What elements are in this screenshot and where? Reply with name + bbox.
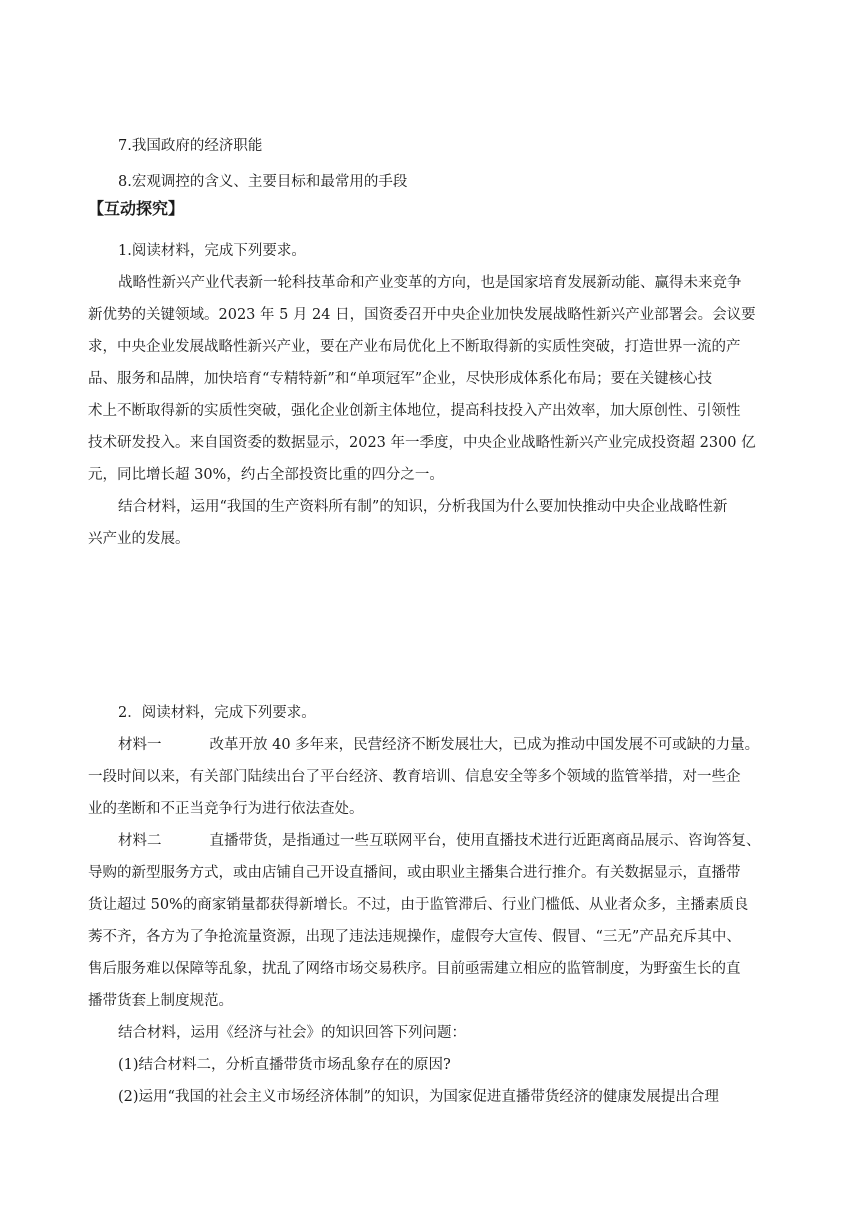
material-line: 导购的新型服务方式，或由店铺自己开设直播间，或由职业主播集合进行推介。有关数据显示，直播带 <box>88 865 741 881</box>
material-line: 元，同比增长超 30%，约占全部投资比重的四分之一。 <box>88 467 444 483</box>
material-line <box>118 832 778 850</box>
material-text: 直播带货，是指通过一些互联网平台，使用直播技术进行近距离商品展示、咨询答复、 <box>209 833 761 849</box>
material-label: 材料二 <box>118 833 162 849</box>
prompt-line: 兴产业的发展。 <box>88 531 190 547</box>
list-item-7: 7.我国政府的经济职能 <box>118 138 263 154</box>
material-line <box>118 736 778 754</box>
material-line: 货让超过 50%的商家销量都获得新增长。不过，由于监管滞后、行业门槛低、从业者众多，主播素质良 <box>88 897 749 913</box>
material-line: 业的垄断和不正当竞争行为进行依法查处。 <box>88 801 364 817</box>
material-line: 播带货套上制度规范。 <box>88 993 233 1009</box>
material-line: 莠不齐，各方为了争抢流量资源，出现了违法违规操作，虚假夸大宣传、假冒、“三无”产品充斥其中、 <box>88 929 741 945</box>
material-line: 一段时间以来，有关部门陆续出台了平台经济、教育培训、信息安全等多个领域的监管举措，对一些企 <box>88 769 741 785</box>
material-line: 品、服务和品牌，加快培育“专精特新”和“单项冠军”企业，尽快形成体系化布局；要在关键核心技 <box>88 371 713 387</box>
material-line: 技术研发投入。来自国资委的数据显示，2023 年一季度，中央企业战略性新兴产业完成投资超 2300 亿 <box>88 435 756 451</box>
material-line: 售后服务难以保障等乱象，扰乱了网络市场交易秩序。目前亟需建立相应的监管制度，为野蛮生长的直 <box>88 961 741 977</box>
question-2-lead: 结合材料，运用《经济与社会》的知识回答下列问题： <box>118 1025 466 1041</box>
question-2-sub-2: (2)运用“我国的社会主义市场经济体制”的知识，为国家促进直播带货经济的健康发展提出合理 <box>118 1089 719 1105</box>
list-item-8: 8.宏观调控的含义、主要目标和最常用的手段 <box>118 174 408 190</box>
material-line: 术上不断取得新的实质性突破，强化企业创新主体地位，提高科技投入产出效率，加大原创性、引领性 <box>88 403 741 419</box>
material-line: 求，中央企业发展战略性新兴产业，要在产业布局优化上不断取得新的实质性突破，打造世界一流的产 <box>88 339 741 355</box>
question-2-sub-1: (1)结合材料二，分析直播带货市场乱象存在的原因? <box>118 1057 451 1073</box>
material-text: 改革开放 40 多年来，民营经济不断发展壮大，已成为推动中国发展不可或缺的力量。 <box>209 737 760 753</box>
section-title: 【互动探究】 <box>88 199 185 218</box>
material-label: 材料一 <box>118 737 162 753</box>
material-line: 战略性新兴产业代表新一轮科技革命和产业变革的方向，也是国家培育发展新动能、赢得未来竞争 <box>118 275 742 291</box>
question-2-intro: 2．阅读材料，完成下列要求。 <box>118 705 316 721</box>
prompt-line: 结合材料，运用“我国的生产资料所有制”的知识，分析我国为什么要加快推动中央企业战略性新 <box>118 499 728 515</box>
question-1-intro: 1.阅读材料，完成下列要求。 <box>118 243 306 259</box>
material-line: 新优势的关键领域。2023 年 5 月 24 日，国资委召开中央企业加快发展战略性新兴产业部署会。会议要 <box>88 307 756 323</box>
